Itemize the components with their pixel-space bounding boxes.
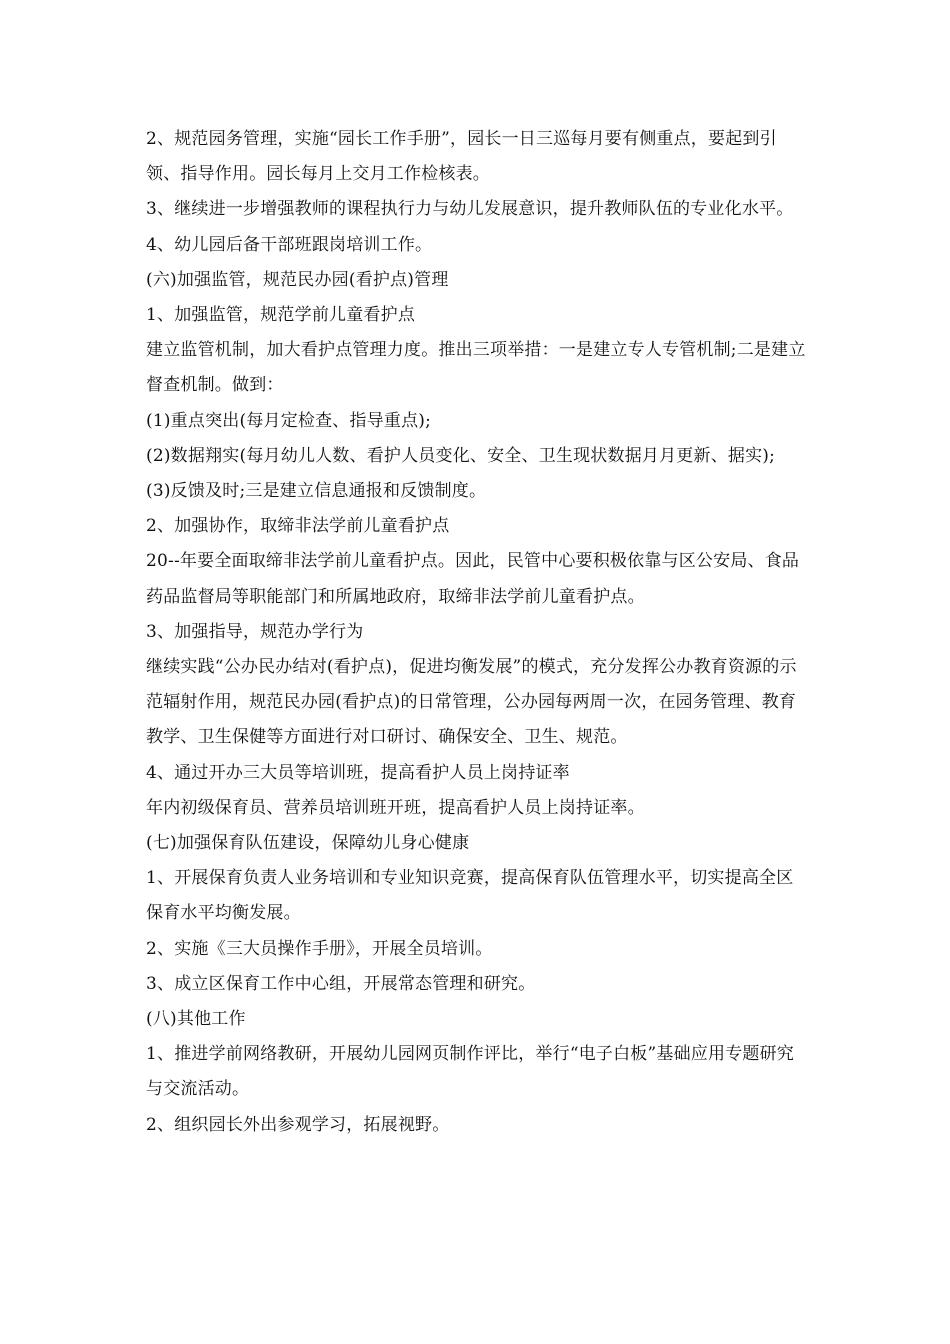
section-heading-7: (七)加强保育队伍建设，保障幼儿身心健康: [146, 833, 470, 854]
paragraph-15: 年内初级保育员、营养员培训班开班，提高看护人员上岗持证率。: [146, 797, 645, 818]
paragraph-13: 继续实践“公办民办结对(看护点)，促进均衡发展”的模式，充分发挥公办教育资源的示范辐射作用，规范民办园(看护点)的日常管理，公办园每两周一次，在园务管理、教育教学、卫生保健等方面进行对口研讨、确保安全、卫生、规范。: [146, 657, 797, 748]
paragraph-5: 1、加强监管，规范学前儿童看护点: [146, 305, 416, 326]
section-heading-8: (八)其他工作: [146, 1009, 246, 1030]
paragraph-3: 4、幼儿园后备干部班跟岗培训工作。: [146, 234, 433, 255]
paragraph-14: 4、通过开办三大员等培训班，提高看护人员上岗持证率: [146, 762, 570, 783]
paragraph-7: (1)重点突出(每月定检查、指导重点);: [146, 410, 432, 431]
paragraph-18: 2、实施《三大员操作手册》，开展全员培训。: [146, 938, 493, 959]
paragraph-8: (2)数据翔实(每月幼儿人数、看护人员变化、安全、卫生现状数据月月更新、据实);: [146, 445, 776, 466]
paragraph-2: 3、继续进一步增强教师的课程执行力与幼儿发展意识，提升教师队伍的专业化水平。: [146, 199, 794, 220]
paragraph-12: 3、加强指导，规范办学行为: [146, 621, 364, 642]
paragraph-6: 建立监管机制，加大看护点管理力度。推出三项举措：一是建立专人专管机制;二是建立督查机制。做到：: [146, 340, 806, 396]
paragraph-22: 2、组织园长外出参观学习，拓展视野。: [146, 1114, 450, 1135]
paragraph-17: 1、开展保育负责人业务培训和专业知识竞赛，提高保育队伍管理水平，切实提高全区保育水平均衡发展。: [146, 868, 794, 924]
section-heading-6: (六)加强监管，规范民办园(看护点)管理: [146, 269, 449, 290]
paragraph-19: 3、成立区保育工作中心组，开展常态管理和研究。: [146, 973, 536, 994]
paragraph-21: 1、推进学前网络教研，开展幼儿园网页制作评比，举行“电子白板”基础应用专题研究与交流活动。: [146, 1044, 794, 1100]
paragraph-11: 20--年要全面取缔非法学前儿童看护点。因此，民管中心要积极依靠与区公安局、食品药品监督局等职能部门和所属地政府，取缔非法学前儿童看护点。: [146, 551, 800, 607]
paragraph-10: 2、加强协作，取缔非法学前儿童看护点: [146, 516, 450, 537]
paragraph-1: 2、规范园务管理，实施“园长工作手册”，园长一日三巡每月要有侧重点，要起到引领、指导作用。园长每月上交月工作检核表。: [146, 129, 777, 185]
paragraph-9: (3)反馈及时;三是建立信息通报和反馈制度。: [146, 481, 487, 502]
document-body: [146, 122, 810, 1143]
